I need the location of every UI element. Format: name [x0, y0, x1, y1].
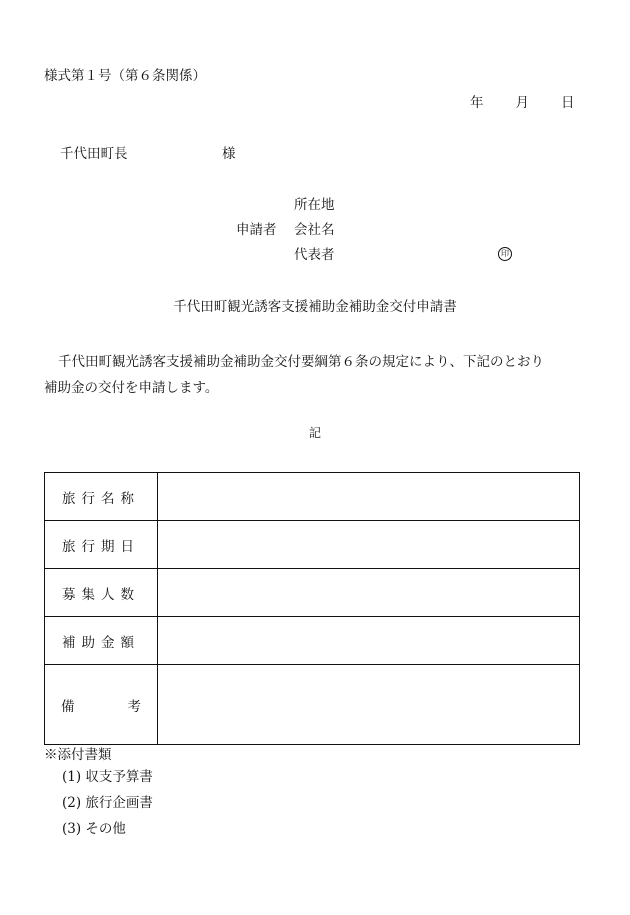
- addressee-honorific: 様: [222, 146, 236, 162]
- row-value-remarks[interactable]: [158, 665, 580, 745]
- table-row: [45, 473, 580, 521]
- table-row: [45, 617, 580, 665]
- row-value-subsidy-amount[interactable]: [158, 617, 580, 665]
- attachment-item: (1) 収支予算書: [62, 769, 153, 785]
- body-line-2: 補助金の交付を申請します。: [44, 380, 219, 396]
- application-table: [44, 472, 580, 745]
- remarks-label-left: 備: [61, 698, 75, 715]
- document-title: 千代田町観光誘客支援補助金補助金交付申請書: [173, 299, 457, 315]
- addressee-name: 千代田町長: [60, 146, 128, 162]
- row-label-recruit-count: 募集人数: [45, 569, 158, 617]
- address-label: 所在地: [294, 197, 335, 213]
- company-label: 会社名: [294, 222, 335, 238]
- applicant-label: 申請者: [236, 222, 277, 238]
- date-month: 月: [515, 95, 529, 111]
- representative-label: 代表者: [294, 247, 335, 263]
- seal-icon: 印: [498, 247, 512, 261]
- table-row: [45, 665, 580, 745]
- table-row: [45, 569, 580, 617]
- date-line: [470, 97, 575, 111]
- date-year: 年: [470, 95, 484, 111]
- body-text: [44, 349, 584, 401]
- remarks-label-right: 考: [127, 698, 141, 715]
- row-value-trip-name[interactable]: [158, 473, 580, 521]
- form-number: 様式第１号（第６条関係）: [44, 68, 206, 84]
- row-label-remarks: [45, 665, 158, 745]
- body-line-1: 千代田町観光誘客支援補助金補助金交付要綱第６条の規定により、下記のとおり: [58, 354, 544, 370]
- row-value-trip-date[interactable]: [158, 521, 580, 569]
- date-day: 日: [561, 95, 575, 111]
- row-label-trip-date: 旅行期日: [45, 521, 158, 569]
- row-label-subsidy-amount: 補助金額: [45, 617, 158, 665]
- attachment-item: (3) その他: [62, 821, 126, 837]
- attachment-item: (2) 旅行企画書: [62, 795, 153, 811]
- row-value-recruit-count[interactable]: [158, 569, 580, 617]
- table-row: [45, 521, 580, 569]
- attachments-heading: ※添付書類: [44, 747, 112, 763]
- row-label-trip-name: 旅行名称: [45, 473, 158, 521]
- ki-marker: 記: [308, 426, 321, 440]
